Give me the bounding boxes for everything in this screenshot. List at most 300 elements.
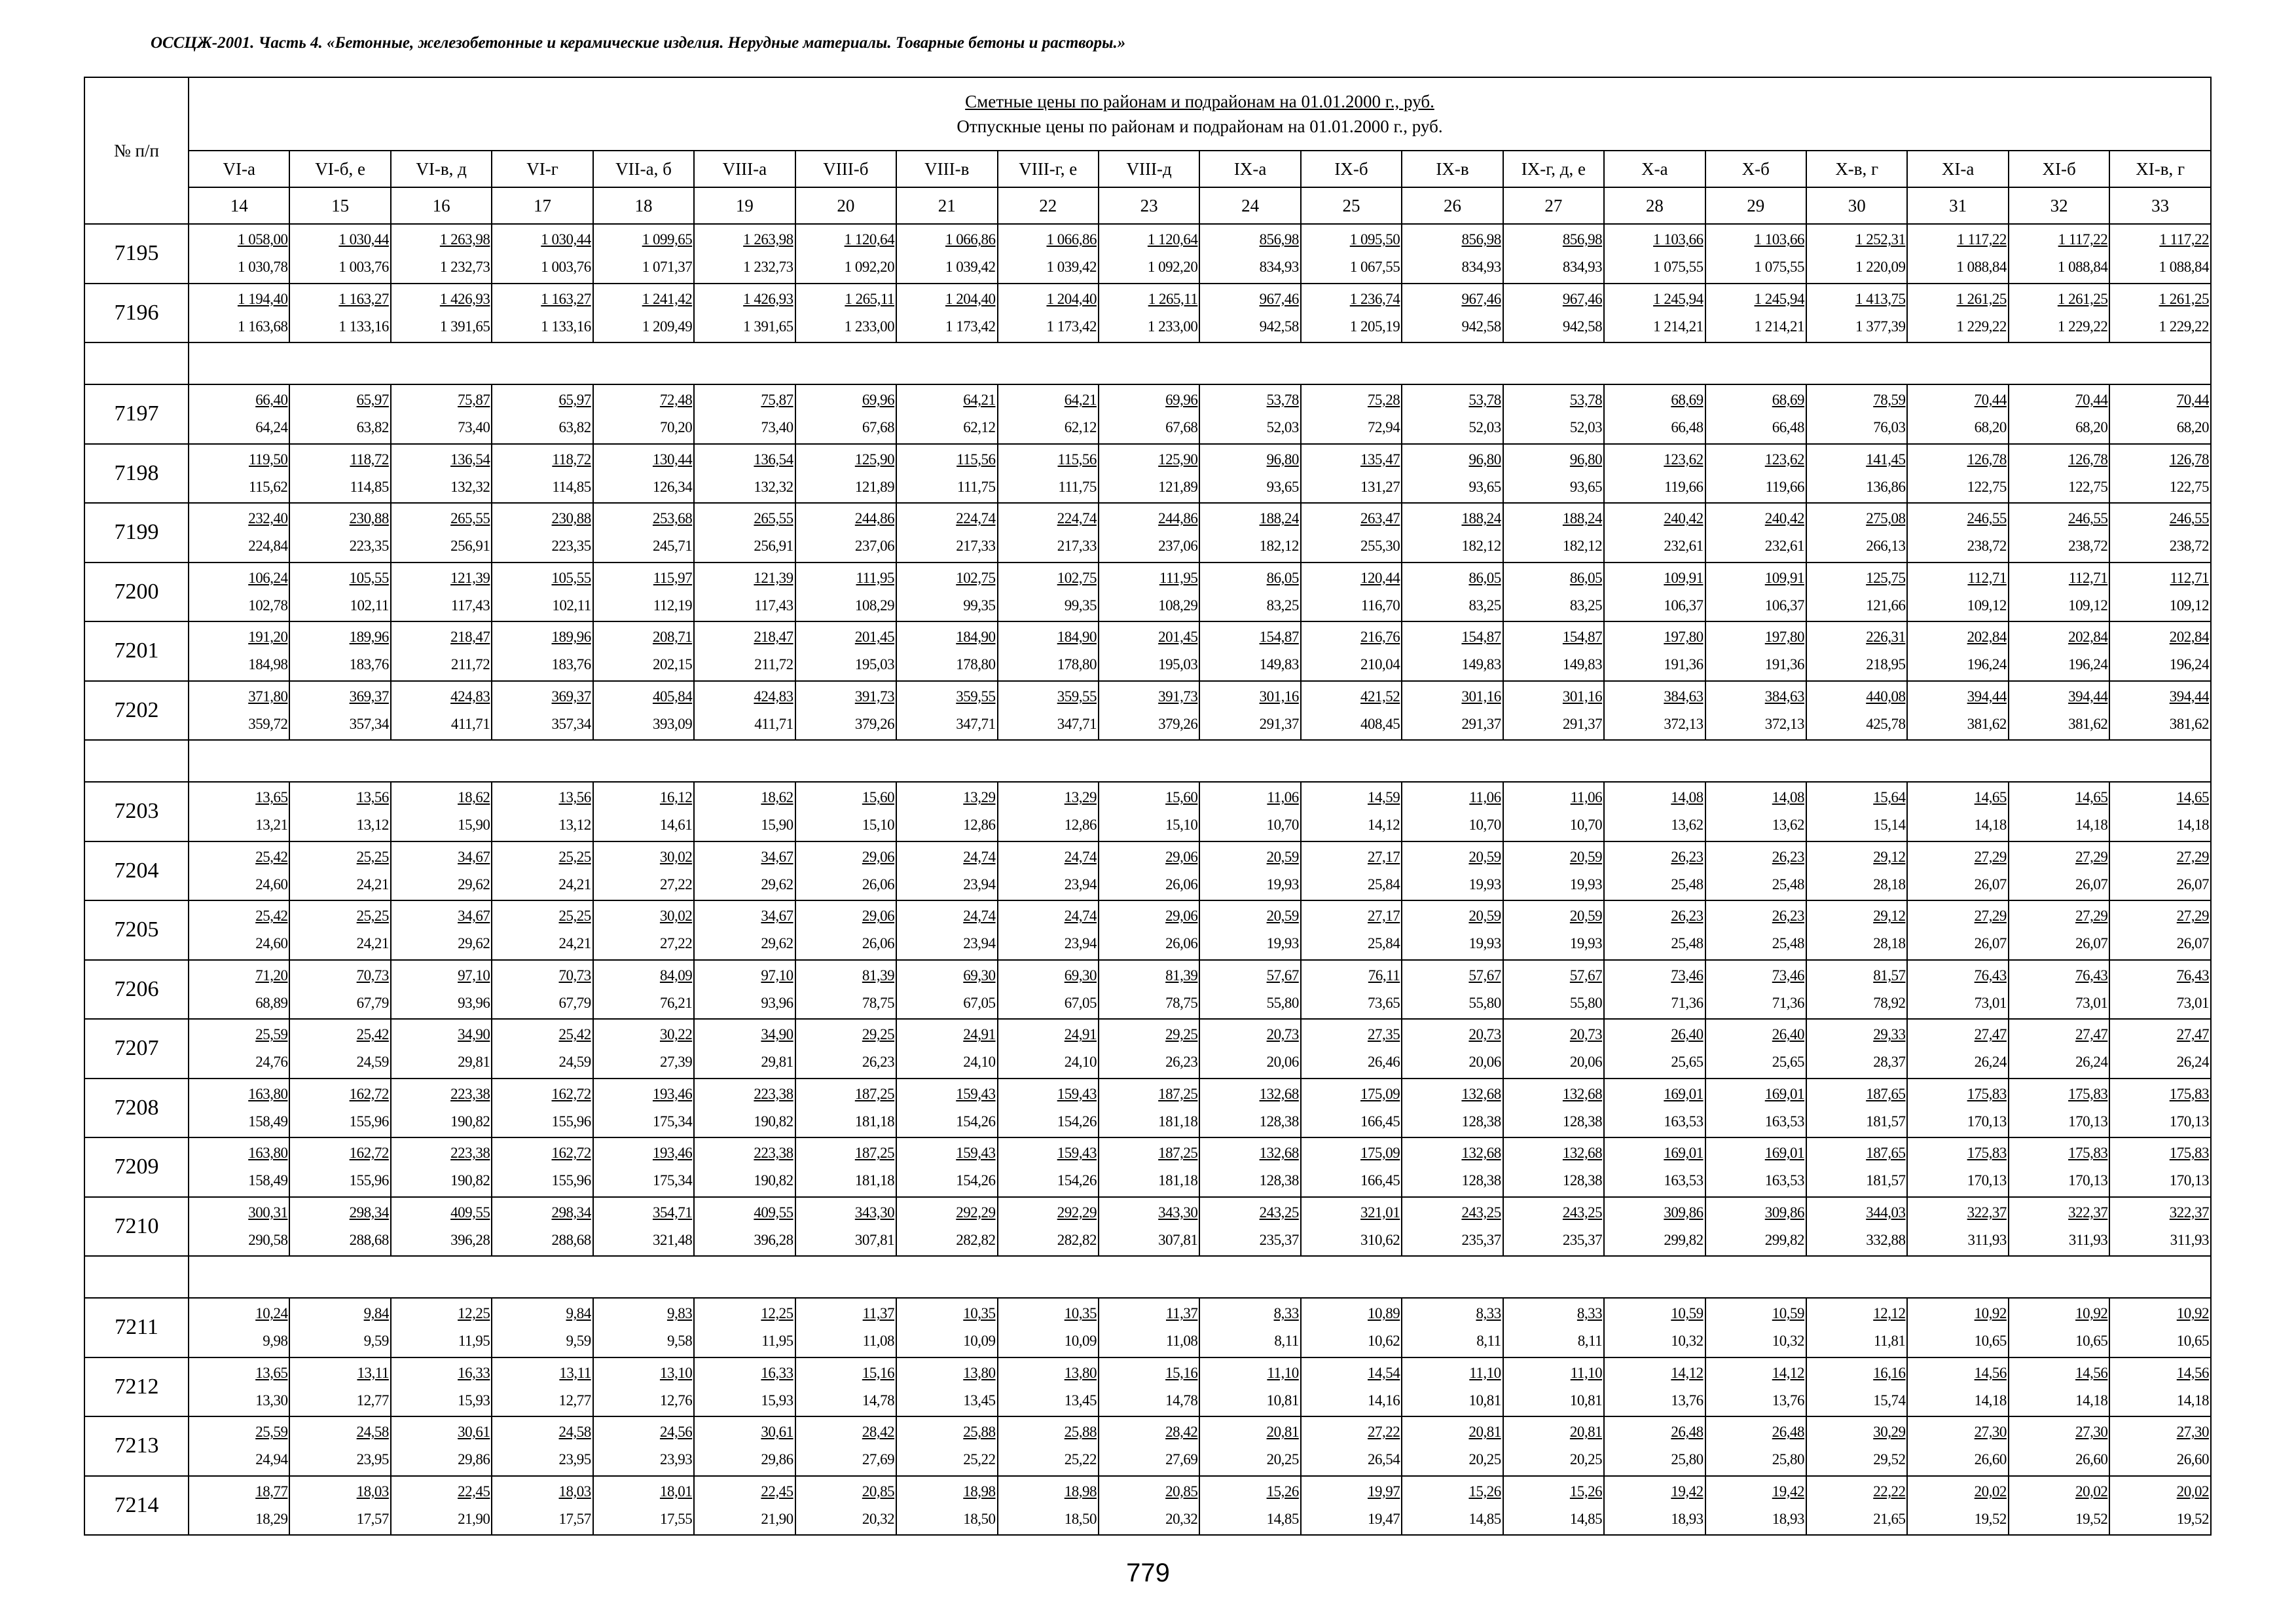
estimate-price: 223,38 <box>450 1145 490 1162</box>
price-cell <box>896 284 997 343</box>
release-price: 25,80 <box>1671 1451 1704 1468</box>
estimate-price: 218,47 <box>754 629 793 646</box>
release-price: 14,12 <box>1368 817 1400 834</box>
release-price: 158,49 <box>248 1172 288 1189</box>
estimate-price: 125,90 <box>854 451 895 468</box>
price-cell <box>593 1079 694 1138</box>
estimate-price: 34,90 <box>458 1026 490 1043</box>
release-price: 13,76 <box>1772 1392 1804 1409</box>
price-cell <box>2109 1476 2211 1536</box>
price-cell <box>2009 1197 2109 1257</box>
price-cell <box>1099 900 1199 960</box>
estimate-price: 240,42 <box>1764 510 1804 527</box>
price-cell <box>1199 224 1300 284</box>
release-price: 78,75 <box>1165 994 1198 1011</box>
column-index: 14 <box>189 187 289 224</box>
release-price: 1 092,20 <box>1147 259 1198 276</box>
release-price: 24,21 <box>356 876 389 893</box>
release-price: 237,06 <box>1158 538 1198 555</box>
release-price: 24,60 <box>255 876 288 893</box>
price-cell <box>896 681 997 741</box>
release-price: 25,65 <box>1671 1054 1704 1071</box>
row-number: 7202 <box>84 681 189 741</box>
release-price: 372,13 <box>1764 715 1804 732</box>
release-price: 67,68 <box>1165 419 1198 436</box>
estimate-price: 109,91 <box>1664 569 1704 586</box>
region-header: XI-а <box>1907 151 2008 187</box>
release-price: 27,39 <box>659 1054 693 1071</box>
price-cell <box>1806 1476 1907 1536</box>
column-index: 16 <box>391 187 492 224</box>
region-header: VIII-д <box>1099 151 1199 187</box>
price-cell <box>391 284 492 343</box>
price-cell <box>1402 1019 1503 1079</box>
estimate-price: 14,08 <box>1772 789 1804 806</box>
estimate-price: 10,92 <box>2075 1305 2108 1322</box>
estimate-price: 369,37 <box>349 688 389 705</box>
release-price: 26,24 <box>2176 1054 2209 1071</box>
price-cell <box>1503 782 1604 841</box>
release-price: 55,80 <box>1266 994 1299 1011</box>
estimate-price: 15,64 <box>1873 789 1906 806</box>
release-price: 14,18 <box>2075 1392 2108 1409</box>
estimate-price: 24,91 <box>1064 1026 1097 1043</box>
price-cell <box>2009 960 2109 1020</box>
estimate-price: 15,26 <box>1468 1483 1501 1500</box>
release-price: 175,34 <box>652 1172 693 1189</box>
price-cell <box>2009 681 2109 741</box>
price-cell <box>593 1197 694 1257</box>
release-price: 166,45 <box>1360 1172 1400 1189</box>
estimate-price: 409,55 <box>450 1204 490 1221</box>
release-price: 223,35 <box>349 538 389 555</box>
price-cell <box>593 1476 694 1536</box>
separator-cell <box>189 740 2211 782</box>
estimate-price: 19,97 <box>1368 1483 1400 1500</box>
release-price: 12,86 <box>1064 817 1097 834</box>
estimate-price: 394,44 <box>2169 688 2209 705</box>
release-price: 11,95 <box>761 1333 793 1350</box>
release-price: 122,75 <box>1967 478 2007 495</box>
region-header: X-б <box>1705 151 1806 187</box>
price-cell <box>1199 1476 1300 1536</box>
price-cell <box>1402 563 1503 622</box>
estimate-price: 12,25 <box>761 1305 793 1322</box>
release-price: 29,62 <box>458 876 490 893</box>
column-index: 22 <box>998 187 1099 224</box>
region-header: VIII-в <box>896 151 997 187</box>
price-cell <box>1705 284 1806 343</box>
release-price: 26,24 <box>1974 1054 2007 1071</box>
price-cell <box>795 900 896 960</box>
estimate-price: 57,67 <box>1569 967 1603 984</box>
price-cell <box>896 1357 997 1417</box>
release-price: 1 232,73 <box>743 259 793 276</box>
release-price: 235,37 <box>1259 1231 1299 1248</box>
release-price: 224,84 <box>248 538 288 555</box>
price-cell <box>1503 1079 1604 1138</box>
price-cell <box>2009 1416 2109 1476</box>
price-cell <box>998 782 1099 841</box>
estimate-price: 223,38 <box>754 1085 793 1102</box>
estimate-price: 16,33 <box>458 1364 490 1381</box>
price-cell <box>1806 900 1907 960</box>
estimate-price: 34,67 <box>458 848 490 865</box>
estimate-price: 13,29 <box>963 789 996 806</box>
estimate-price: 1 163,27 <box>541 290 591 307</box>
estimate-price: 1 066,86 <box>945 231 996 248</box>
estimate-price: 298,34 <box>551 1204 591 1221</box>
release-price: 310,62 <box>1360 1231 1400 1248</box>
estimate-price: 244,86 <box>854 510 895 527</box>
estimate-price: 20,73 <box>1266 1026 1299 1043</box>
release-price: 108,29 <box>1158 597 1198 614</box>
release-price: 25,65 <box>1772 1054 1804 1071</box>
estimate-price: 27,17 <box>1368 908 1400 925</box>
table-row <box>84 900 2211 960</box>
release-price: 19,52 <box>1974 1510 2007 1527</box>
region-header: X-а <box>1604 151 1705 187</box>
estimate-price: 253,68 <box>652 510 693 527</box>
price-cell <box>2009 224 2109 284</box>
release-price: 1 088,84 <box>2057 259 2108 276</box>
price-cell <box>1806 224 1907 284</box>
price-cell <box>1301 1298 1402 1357</box>
release-price: 175,34 <box>652 1113 693 1130</box>
price-cell <box>795 384 896 444</box>
column-index: 26 <box>1402 187 1503 224</box>
estimate-price: 12,25 <box>458 1305 490 1322</box>
release-price: 155,96 <box>349 1172 389 1189</box>
release-price: 122,75 <box>2169 478 2209 495</box>
estimate-price: 1 245,94 <box>1653 290 1704 307</box>
price-cell <box>189 1416 289 1476</box>
release-price: 28,18 <box>1873 935 1906 952</box>
estimate-price: 70,44 <box>2176 392 2209 409</box>
estimate-price: 118,72 <box>350 451 389 468</box>
release-price: 235,37 <box>1461 1231 1501 1248</box>
price-cell <box>189 1079 289 1138</box>
price-cell <box>998 1357 1099 1417</box>
price-cell <box>1503 224 1604 284</box>
estimate-price: 162,72 <box>349 1145 389 1162</box>
release-price: 20,25 <box>1266 1451 1299 1468</box>
release-price: 122,75 <box>2068 478 2108 495</box>
price-cell <box>1907 1137 2008 1197</box>
region-header: X-в, г <box>1806 151 1907 187</box>
estimate-price: 13,80 <box>963 1364 996 1381</box>
estimate-price: 188,24 <box>1562 510 1603 527</box>
price-cell <box>593 782 694 841</box>
estimate-price: 1 117,22 <box>1957 231 2007 248</box>
price-cell <box>1402 284 1503 343</box>
release-price: 128,38 <box>1562 1172 1603 1189</box>
release-price: 19,93 <box>1569 876 1603 893</box>
price-cell <box>1301 444 1402 504</box>
estimate-price: 121,39 <box>754 569 793 586</box>
row-number: 7204 <box>84 841 189 901</box>
estimate-price: 1 163,27 <box>338 290 389 307</box>
price-cell <box>391 960 492 1020</box>
release-price: 178,80 <box>1057 656 1097 673</box>
estimate-price: 187,65 <box>1866 1085 1906 1102</box>
price-cell <box>1806 1298 1907 1357</box>
table-row <box>84 1197 2211 1257</box>
release-price: 210,04 <box>1360 656 1400 673</box>
release-price: 29,62 <box>458 935 490 952</box>
release-price: 27,69 <box>862 1451 895 1468</box>
price-cell <box>795 503 896 563</box>
estimate-price: 1 103,66 <box>1754 231 1804 248</box>
release-price: 163,53 <box>1664 1172 1704 1189</box>
release-price: 170,13 <box>1967 1172 2007 1189</box>
estimate-price: 159,43 <box>956 1085 996 1102</box>
estimate-price: 18,03 <box>558 1483 591 1500</box>
release-price: 68,89 <box>255 994 288 1011</box>
estimate-price: 162,72 <box>349 1085 389 1102</box>
price-cell <box>1099 1197 1199 1257</box>
price-cell <box>2009 1079 2109 1138</box>
column-index: 15 <box>289 187 390 224</box>
estimate-price: 132,68 <box>1562 1145 1603 1162</box>
estimate-price: 20,85 <box>862 1483 895 1500</box>
release-price: 52,03 <box>1468 419 1501 436</box>
estimate-price: 76,43 <box>2075 967 2108 984</box>
price-cell <box>1402 1298 1503 1357</box>
release-price: 290,58 <box>248 1231 288 1248</box>
release-price: 26,07 <box>2176 876 2209 893</box>
release-price: 14,16 <box>1368 1392 1400 1409</box>
estimate-price: 1 204,40 <box>945 290 996 307</box>
estimate-price: 202,84 <box>1967 629 2007 646</box>
estimate-price: 76,43 <box>2176 967 2209 984</box>
price-cell <box>1604 1079 1705 1138</box>
row-number: 7200 <box>84 563 189 622</box>
price-cell <box>1604 1476 1705 1536</box>
release-price: 181,18 <box>854 1113 895 1130</box>
row-number: 7206 <box>84 960 189 1020</box>
table-row <box>84 1298 2211 1357</box>
price-cell <box>1806 1079 1907 1138</box>
release-price: 29,86 <box>458 1451 490 1468</box>
release-price: 25,84 <box>1368 876 1400 893</box>
estimate-price: 1 241,42 <box>642 290 693 307</box>
price-cell <box>896 563 997 622</box>
table-row <box>84 563 2211 622</box>
release-price: 170,13 <box>2068 1113 2108 1130</box>
release-price: 26,07 <box>1974 935 2007 952</box>
release-price: 26,06 <box>862 876 895 893</box>
price-cell <box>1301 1476 1402 1536</box>
release-price: 15,90 <box>458 817 490 834</box>
price-cell <box>1402 1137 1503 1197</box>
estimate-price: 224,74 <box>1057 510 1097 527</box>
release-price: 24,21 <box>558 935 591 952</box>
price-cell <box>2109 960 2211 1020</box>
price-cell <box>896 384 997 444</box>
release-price: 181,18 <box>1158 1113 1198 1130</box>
estimate-price: 25,42 <box>558 1026 591 1043</box>
price-cell <box>593 1357 694 1417</box>
price-cell <box>1907 1476 2008 1536</box>
table-row <box>84 503 2211 563</box>
price-cell <box>1907 503 2008 563</box>
estimate-price: 25,25 <box>558 848 591 865</box>
price-cell <box>1099 1079 1199 1138</box>
row-number: 7213 <box>84 1416 189 1476</box>
estimate-price: 25,59 <box>255 1026 288 1043</box>
price-cell <box>694 1476 795 1536</box>
estimate-price: 121,39 <box>450 569 490 586</box>
price-cell <box>2109 1079 2211 1138</box>
release-price: 10,32 <box>1772 1333 1804 1350</box>
separator-cell <box>84 342 189 384</box>
estimate-price: 69,96 <box>862 392 895 409</box>
release-price: 396,28 <box>754 1231 793 1248</box>
estimate-price: 14,12 <box>1772 1364 1804 1381</box>
release-price: 29,81 <box>458 1054 490 1071</box>
release-price: 26,23 <box>1165 1054 1198 1071</box>
estimate-price: 27,29 <box>2075 848 2108 865</box>
release-price: 109,12 <box>2068 597 2108 614</box>
estimate-price: 81,39 <box>862 967 895 984</box>
estimate-price: 11,10 <box>1570 1364 1603 1381</box>
price-cell <box>1099 444 1199 504</box>
estimate-price: 20,85 <box>1165 1483 1198 1500</box>
release-price: 942,58 <box>1259 318 1299 335</box>
row-number: 7209 <box>84 1137 189 1197</box>
estimate-price: 115,56 <box>1057 451 1097 468</box>
price-cell <box>795 960 896 1020</box>
estimate-price: 123,62 <box>1764 451 1804 468</box>
price-cell <box>795 1476 896 1536</box>
estimate-price: 20,59 <box>1569 848 1603 865</box>
estimate-price: 359,55 <box>1057 688 1097 705</box>
estimate-price: 26,40 <box>1772 1026 1804 1043</box>
release-price: 307,81 <box>1158 1231 1198 1248</box>
release-price: 10,81 <box>1569 1392 1603 1409</box>
estimate-price: 193,46 <box>652 1145 693 1162</box>
release-price: 19,52 <box>2176 1510 2209 1527</box>
estimate-price: 856,98 <box>1259 231 1299 248</box>
column-index: 21 <box>896 187 997 224</box>
price-cell <box>2109 782 2211 841</box>
price-cell <box>2109 1019 2211 1079</box>
price-cell <box>289 960 390 1020</box>
price-cell <box>795 1357 896 1417</box>
estimate-price: 391,73 <box>1158 688 1198 705</box>
release-price: 11,95 <box>458 1333 490 1350</box>
release-price: 238,72 <box>2068 538 2108 555</box>
estimate-price: 292,29 <box>1057 1204 1097 1221</box>
price-cell <box>1907 621 2008 681</box>
release-price: 211,72 <box>450 656 490 673</box>
document-header: ОССЦЖ-2001. Часть 4. «Бетонные, железобетонные и керамические изделия. Нерудные материалы. Товарные бетоны и растворы.» <box>151 34 1126 52</box>
price-cell <box>998 224 1099 284</box>
estimate-price: 26,23 <box>1772 908 1804 925</box>
row-number: 7212 <box>84 1357 189 1417</box>
estimate-price: 19,42 <box>1772 1483 1804 1500</box>
price-cell <box>1199 681 1300 741</box>
release-price: 10,81 <box>1266 1392 1299 1409</box>
release-price: 9,59 <box>566 1333 591 1350</box>
price-cell <box>998 960 1099 1020</box>
release-price: 1 229,22 <box>2057 318 2108 335</box>
price-cell <box>1199 503 1300 563</box>
release-price: 238,72 <box>1967 538 2007 555</box>
price-cell <box>289 782 390 841</box>
estimate-price: 216,76 <box>1360 629 1400 646</box>
release-price: 128,38 <box>1461 1172 1501 1189</box>
release-price: 24,59 <box>558 1054 591 1071</box>
price-cell <box>593 284 694 343</box>
column-index: 33 <box>2109 187 2211 224</box>
price-cell <box>2009 1476 2109 1536</box>
estimate-price: 15,60 <box>1165 789 1198 806</box>
release-price: 93,65 <box>1266 478 1299 495</box>
page-number: 779 <box>1126 1559 1170 1587</box>
estimate-price: 27,30 <box>1974 1424 2007 1441</box>
price-cell <box>1604 1019 1705 1079</box>
estimate-price: 25,59 <box>255 1424 288 1441</box>
estimate-price: 1 265,11 <box>845 290 895 307</box>
release-price: 23,95 <box>356 1451 389 1468</box>
release-price: 183,76 <box>551 656 591 673</box>
price-cell <box>2109 1137 2211 1197</box>
price-cell <box>189 1357 289 1417</box>
estimate-price: 125,75 <box>1866 569 1906 586</box>
price-cell <box>1503 444 1604 504</box>
price-cell <box>1806 681 1907 741</box>
price-cell <box>1907 900 2008 960</box>
release-price: 15,10 <box>862 817 895 834</box>
price-cell <box>492 1019 592 1079</box>
table-row <box>84 681 2211 741</box>
price-cell <box>795 1019 896 1079</box>
release-price: 67,79 <box>558 994 591 1011</box>
price-cell <box>492 224 592 284</box>
estimate-price: 275,08 <box>1866 510 1906 527</box>
release-price: 181,57 <box>1866 1172 1906 1189</box>
release-price: 1 232,73 <box>439 259 490 276</box>
estimate-price: 96,80 <box>1569 451 1603 468</box>
price-cell <box>1199 444 1300 504</box>
price-cell <box>998 681 1099 741</box>
price-cell <box>1503 900 1604 960</box>
estimate-price: 27,29 <box>2075 908 2108 925</box>
release-price: 282,82 <box>956 1231 996 1248</box>
estimate-price: 13,10 <box>659 1364 693 1381</box>
release-price: 78,92 <box>1873 994 1906 1011</box>
release-price: 181,18 <box>854 1172 895 1189</box>
row-number: 7211 <box>84 1298 189 1357</box>
release-price: 62,12 <box>1064 419 1097 436</box>
release-price: 182,12 <box>1461 538 1501 555</box>
release-price: 1 209,49 <box>642 318 693 335</box>
region-header: VII-а, б <box>593 151 694 187</box>
price-cell <box>391 621 492 681</box>
price-cell <box>289 444 390 504</box>
price-cell <box>391 841 492 901</box>
estimate-price: 1 261,25 <box>2057 290 2108 307</box>
region-header: VIII-б <box>795 151 896 187</box>
price-cell <box>795 621 896 681</box>
price-cell <box>1705 384 1806 444</box>
price-cell <box>492 503 592 563</box>
release-price: 15,74 <box>1873 1392 1906 1409</box>
estimate-price: 230,88 <box>551 510 591 527</box>
estimate-price: 246,55 <box>2068 510 2108 527</box>
